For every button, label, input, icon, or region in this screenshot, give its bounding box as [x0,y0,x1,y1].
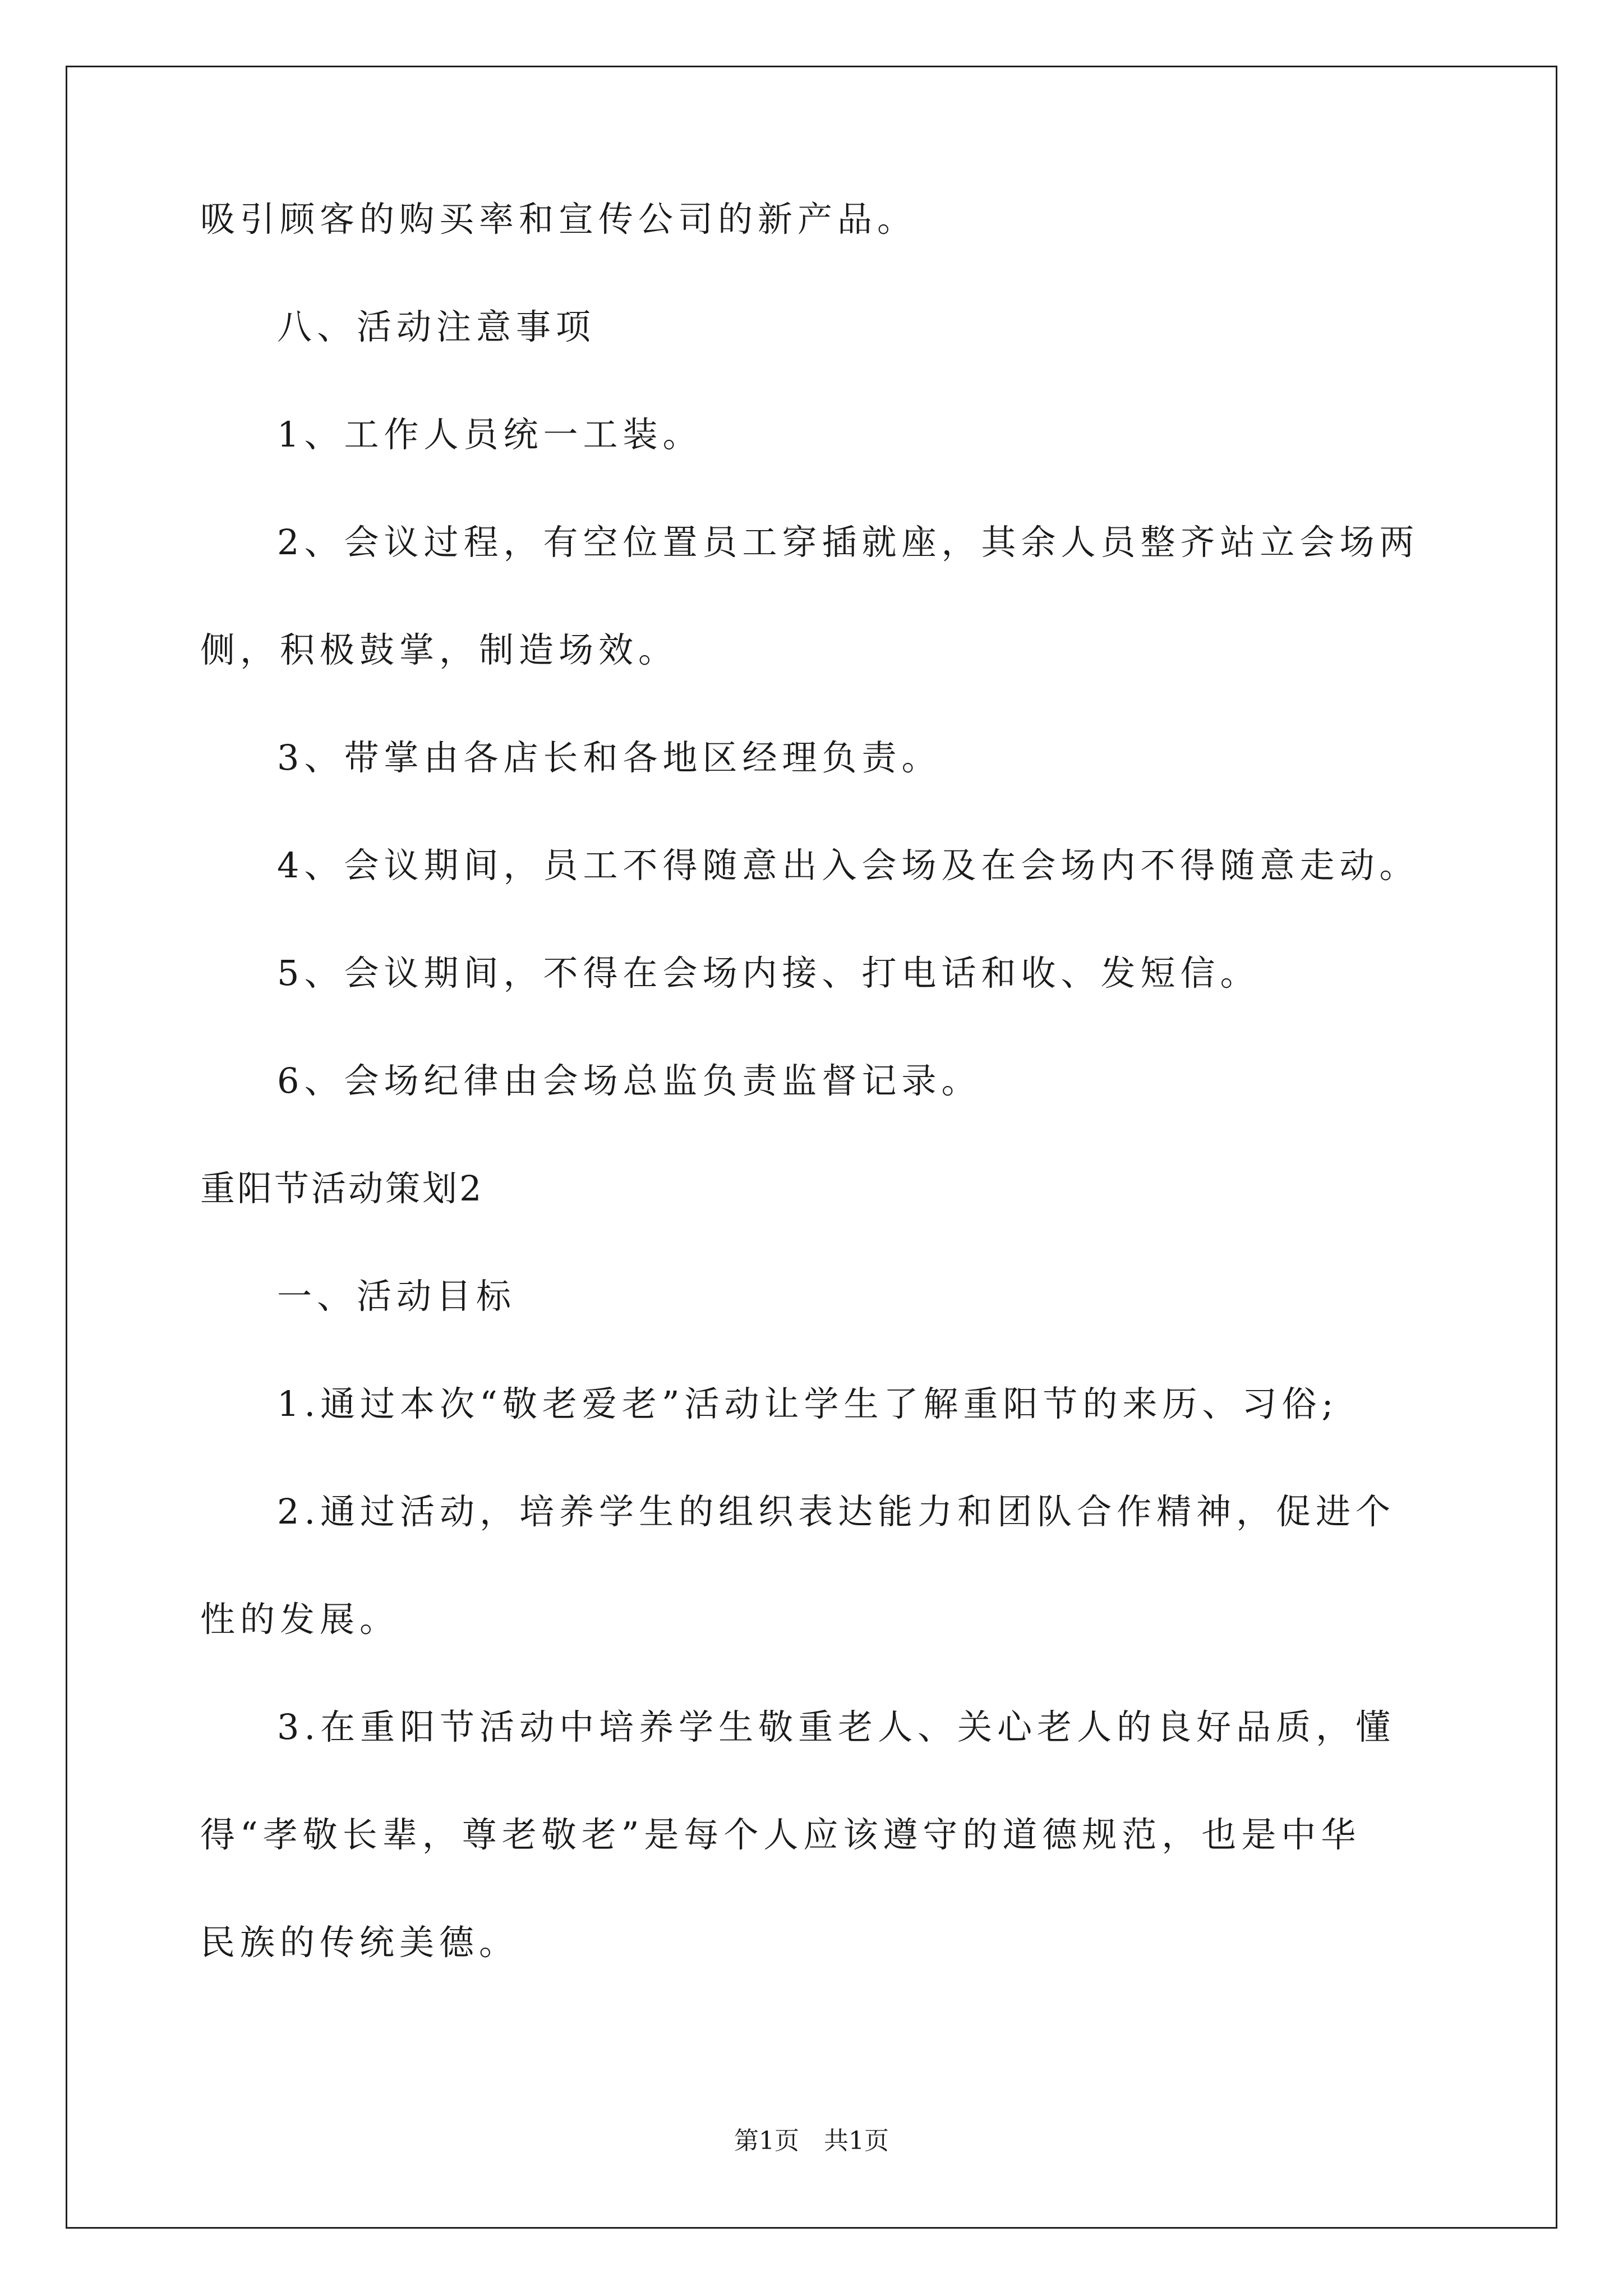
list-item: 6、会场纪律由会场总监负责监督记录。 [277,1060,981,1101]
document-body [200,199,1434,2033]
paragraph-line: 民族的传统美德。 [200,1922,519,1963]
paragraph-line: 吸引顾客的购买率和宣传公司的新产品。 [200,199,917,240]
paragraph-line: 性的发展。 [200,1599,400,1640]
list-item: 2.通过活动，培养学生的组织表达能力和团队合作精神，促进个 [277,1491,1396,1532]
list-item: 1、工作人员统一工装。 [277,414,703,455]
section-heading-precautions: 八、活动注意事项 [277,306,596,347]
list-item: 3.在重阳节活动中培养学生敬重老人、关心老人的良好品质，懂 [277,1706,1396,1747]
page-number: 第1页 共1页 [734,2127,889,2155]
list-item: 3、带掌由各店长和各地区经理负责。 [277,737,942,778]
paragraph-line: 得“孝敬长辈，尊老敬老”是每个人应该遵守的道德规范，也是中华 [200,1814,1361,1855]
section-heading-goals: 一、活动目标 [277,1276,517,1317]
paragraph-line: 侧，积极鼓掌，制造场效。 [200,629,679,670]
list-item: 5、会议期间，不得在会场内接、打电话和收、发短信。 [277,953,1260,993]
list-item: 1.通过本次“敬老爱老”活动让学生了解重阳节的来历、习俗; [277,1383,1339,1424]
list-item: 4、会议期间，员工不得随意出入会场及在会场内不得随意走动。 [277,845,1419,886]
list-item: 2、会议过程，有空位置员工穿插就座，其余人员整齐站立会场两 [277,522,1419,563]
document-section-title: 重阳节活动策划2 [200,1168,484,1209]
